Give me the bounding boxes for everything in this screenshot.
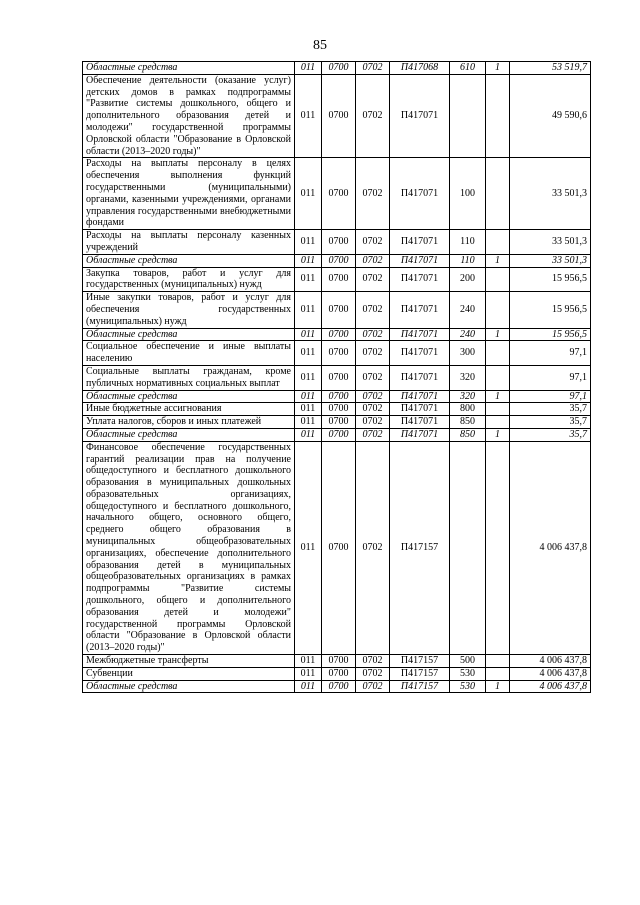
amount-cell: 4 006 437,8 [510,680,591,693]
subsection-code-cell: 0702 [356,416,390,429]
target-article-cell: П417071 [390,403,450,416]
amount-cell: 15 956,5 [510,328,591,341]
admin-code-cell: 011 [295,292,322,328]
funding-source-cell: 1 [486,254,510,267]
funding-source-cell: 1 [486,390,510,403]
row-name-cell: Обеспечение деятельности (оказание услуг) детских домов в рамках подпрограммы "Развитие системы дошкольного, общего и дополнительного образования детей и молодежи" государственной программы Орловской области "Образование в Орловской области (2013–2020 годы)" [83,74,295,158]
expense-type-cell: 320 [450,365,486,390]
amount-cell: 4 006 437,8 [510,441,591,654]
row-name-cell: Субвенции [83,667,295,680]
table-row [83,341,591,366]
target-article-cell: П417071 [390,158,450,230]
amount-cell: 97,1 [510,341,591,366]
funding-source-cell [486,365,510,390]
subsection-code-cell: 0702 [356,428,390,441]
section-code-cell: 0700 [322,62,356,75]
target-article-cell: П417071 [390,267,450,292]
subsection-code-cell: 0702 [356,254,390,267]
expense-type-cell: 850 [450,428,486,441]
subsection-code-cell: 0702 [356,158,390,230]
expense-type-cell: 110 [450,254,486,267]
section-code-cell: 0700 [322,403,356,416]
admin-code-cell: 011 [295,655,322,668]
target-article-cell: П417068 [390,62,450,75]
subsection-code-cell: 0702 [356,680,390,693]
target-article-cell: П417071 [390,328,450,341]
amount-cell: 35,7 [510,403,591,416]
admin-code-cell: 011 [295,416,322,429]
table-row [83,292,591,328]
section-code-cell: 0700 [322,655,356,668]
expense-type-cell [450,441,486,654]
admin-code-cell: 011 [295,267,322,292]
section-code-cell: 0700 [322,74,356,158]
amount-cell: 49 590,6 [510,74,591,158]
row-name-cell: Уплата налогов, сборов и иных платежей [83,416,295,429]
subsection-code-cell: 0702 [356,267,390,292]
admin-code-cell: 011 [295,390,322,403]
table-row [83,416,591,429]
target-article-cell: П417071 [390,390,450,403]
expense-type-cell: 530 [450,680,486,693]
amount-cell: 35,7 [510,428,591,441]
admin-code-cell: 011 [295,328,322,341]
subsection-code-cell: 0702 [356,667,390,680]
subsection-code-cell: 0702 [356,390,390,403]
subsection-code-cell: 0702 [356,365,390,390]
admin-code-cell: 011 [295,74,322,158]
row-name-cell: Социальное обеспечение и иные выплаты населению [83,341,295,366]
target-article-cell: П417157 [390,680,450,693]
funding-source-cell [486,655,510,668]
row-name-cell: Социальные выплаты гражданам, кроме публичных нормативных социальных выплат [83,365,295,390]
target-article-cell: П417071 [390,365,450,390]
section-code-cell: 0700 [322,158,356,230]
subsection-code-cell: 0702 [356,341,390,366]
row-name-cell: Закупка товаров, работ и услуг для государственных (муниципальных) нужд [83,267,295,292]
table-row [83,365,591,390]
funding-source-cell [486,292,510,328]
table-body [83,62,591,693]
expense-type-cell: 110 [450,230,486,255]
subsection-code-cell: 0702 [356,62,390,75]
expense-type-cell: 610 [450,62,486,75]
section-code-cell: 0700 [322,328,356,341]
funding-source-cell [486,667,510,680]
expense-type-cell: 850 [450,416,486,429]
table-row [83,74,591,158]
admin-code-cell: 011 [295,365,322,390]
row-name-cell: Финансовое обеспечение государственных гарантий реализации прав на получение общедоступного и бесплатного дошкольного образования в муниципальных дошкольных образовательных организациях, общедоступного и бесплатного дошкольного, начального общего, основного общего, среднего общего образования в муниципальных общеобразовательных организациях, обеспечение дополнительного образования детей в муниципальных общеобразовательных организациях в рамках подпрограммы "Развитие системы дошкольного, общего и дополнительного образования детей и молодежи" государственной программы Орловской области "Образование в Орловской области (2013–2020 годы)" [83,441,295,654]
row-name-cell: Областные средства [83,428,295,441]
table-row-regional-funds [83,680,591,693]
funding-source-cell [486,74,510,158]
admin-code-cell: 011 [295,441,322,654]
expense-type-cell: 200 [450,267,486,292]
section-code-cell: 0700 [322,254,356,267]
subsection-code-cell: 0702 [356,230,390,255]
amount-cell: 33 501,3 [510,158,591,230]
table-row [83,267,591,292]
page-number: 85 [313,38,327,53]
table-row [83,441,591,654]
expense-type-cell: 240 [450,292,486,328]
admin-code-cell: 011 [295,341,322,366]
expense-type-cell [450,74,486,158]
amount-cell: 53 519,7 [510,62,591,75]
section-code-cell: 0700 [322,341,356,366]
funding-source-cell: 1 [486,328,510,341]
funding-source-cell [486,267,510,292]
row-name-cell: Областные средства [83,328,295,341]
section-code-cell: 0700 [322,667,356,680]
section-code-cell: 0700 [322,365,356,390]
row-name-cell: Расходы на выплаты персоналу в целях обеспечения выполнения функций государственными (муниципальными) органами, казенными учреждениями, органами управления государственными внебюджетными фондами [83,158,295,230]
funding-source-cell: 1 [486,680,510,693]
amount-cell: 35,7 [510,416,591,429]
expense-type-cell: 530 [450,667,486,680]
admin-code-cell: 011 [295,254,322,267]
table-row [83,655,591,668]
funding-source-cell [486,441,510,654]
subsection-code-cell: 0702 [356,403,390,416]
subsection-code-cell: 0702 [356,328,390,341]
amount-cell: 4 006 437,8 [510,655,591,668]
funding-source-cell [486,341,510,366]
funding-source-cell: 1 [486,428,510,441]
budget-table [82,61,591,693]
subsection-code-cell: 0702 [356,655,390,668]
table-row-regional-funds [83,390,591,403]
section-code-cell: 0700 [322,230,356,255]
subsection-code-cell: 0702 [356,292,390,328]
table-row [83,403,591,416]
admin-code-cell: 011 [295,667,322,680]
expense-type-cell: 240 [450,328,486,341]
table-row [83,667,591,680]
row-name-cell: Межбюджетные трансферты [83,655,295,668]
amount-cell: 97,1 [510,365,591,390]
row-name-cell: Иные закупки товаров, работ и услуг для обеспечения государственных (муниципальных) нужд [83,292,295,328]
target-article-cell: П417071 [390,341,450,366]
funding-source-cell [486,158,510,230]
expense-type-cell: 100 [450,158,486,230]
target-article-cell: П417071 [390,230,450,255]
expense-type-cell: 800 [450,403,486,416]
amount-cell: 15 956,5 [510,292,591,328]
row-name-cell: Расходы на выплаты персоналу казенных учреждений [83,230,295,255]
amount-cell: 33 501,3 [510,254,591,267]
row-name-cell: Областные средства [83,254,295,267]
target-article-cell: П417157 [390,655,450,668]
funding-source-cell [486,416,510,429]
target-article-cell: П417071 [390,416,450,429]
section-code-cell: 0700 [322,441,356,654]
section-code-cell: 0700 [322,428,356,441]
table-row-regional-funds [83,254,591,267]
admin-code-cell: 011 [295,62,322,75]
target-article-cell: П417071 [390,292,450,328]
row-name-cell: Областные средства [83,680,295,693]
target-article-cell: П417157 [390,441,450,654]
expense-type-cell: 320 [450,390,486,403]
expense-type-cell: 300 [450,341,486,366]
section-code-cell: 0700 [322,390,356,403]
row-name-cell: Областные средства [83,390,295,403]
table-row [83,230,591,255]
funding-source-cell [486,403,510,416]
subsection-code-cell: 0702 [356,74,390,158]
admin-code-cell: 011 [295,428,322,441]
admin-code-cell: 011 [295,158,322,230]
funding-source-cell [486,230,510,255]
amount-cell: 33 501,3 [510,230,591,255]
table-row [83,158,591,230]
row-name-cell: Иные бюджетные ассигнования [83,403,295,416]
subsection-code-cell: 0702 [356,441,390,654]
funding-source-cell: 1 [486,62,510,75]
admin-code-cell: 011 [295,230,322,255]
target-article-cell: П417071 [390,254,450,267]
expense-type-cell: 500 [450,655,486,668]
table-row-regional-funds [83,62,591,75]
table-row-regional-funds [83,428,591,441]
target-article-cell: П417157 [390,667,450,680]
amount-cell: 4 006 437,8 [510,667,591,680]
section-code-cell: 0700 [322,680,356,693]
row-name-cell: Областные средства [83,62,295,75]
section-code-cell: 0700 [322,416,356,429]
admin-code-cell: 011 [295,680,322,693]
section-code-cell: 0700 [322,267,356,292]
section-code-cell: 0700 [322,292,356,328]
amount-cell: 15 956,5 [510,267,591,292]
target-article-cell: П417071 [390,74,450,158]
amount-cell: 97,1 [510,390,591,403]
admin-code-cell: 011 [295,403,322,416]
target-article-cell: П417071 [390,428,450,441]
table-row-regional-funds [83,328,591,341]
